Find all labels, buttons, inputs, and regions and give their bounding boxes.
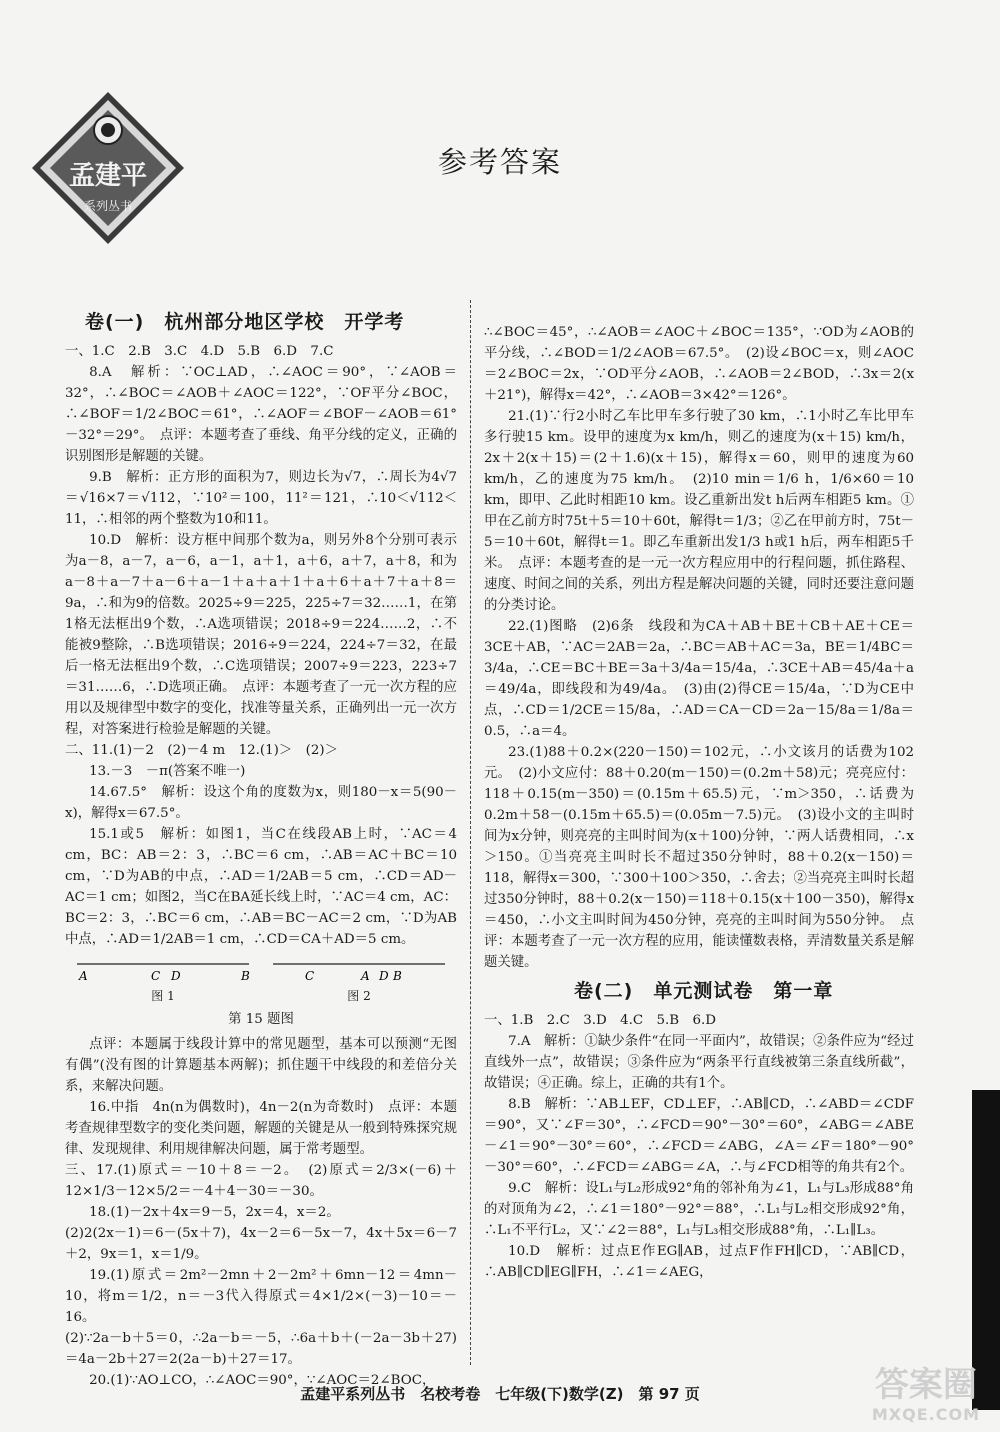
- figure-1-label: 图 1: [151, 989, 175, 1003]
- point-label: A: [361, 969, 370, 983]
- answer-para: 20.(1)∵AO⊥CO，∴∠AOC＝90°，∵∠AOC＝2∠BOC，: [89, 1373, 436, 1388]
- point-label: C: [305, 969, 315, 983]
- answer-para: 19.(1)原式＝2m²－2mn＋2－2m²＋6mn－12＝4mn－10，将m＝1/2，n＝－3代入得原式＝4×1/2×(－3)－10＝－16。: [65, 1268, 457, 1325]
- answer-para: 点评：本题属于线段计算中的常见题型，基本可以预测“无图有偶”(没有图的计算题基本两解)；抓住题干中线段的和差倍分关系，来解决问题。: [65, 1037, 457, 1094]
- page-edge-tab: [972, 1090, 1000, 1410]
- answer-para: 15.1或5 解析：如图1，当C在线段AB上时，∵AC＝4 cm，BC：AB＝2：3，∴BC＝6 cm，∴AB＝AC＋BC＝10 cm，∵D为AB的中点，∴AD＝1/2AB＝5 cm，∴CD＝AD－AC＝1 cm；如图2，当C在BA延长线上时，∵AC＝4 cm，AC：BC＝2：3，∴BC＝6 cm，∴AB＝BC－AC＝2 cm，∵D为AB中点，∴AD＝1/2AB＝1 cm，∴CD＝CA＋AD＝5 cm。: [65, 827, 457, 947]
- answer-para: 14.67.5° 解析：设这个角的度数为x，则180－x＝5(90－x)，解得x＝67.5°。: [65, 785, 457, 821]
- answer-para: 13.－3 －π(答案不唯一): [89, 764, 246, 779]
- logo-text: 孟建平: [68, 161, 148, 191]
- answer-para: 一、1.C 2.B 3.C 4.D 5.B 6.D 7.C: [65, 344, 334, 359]
- answer-para: 二、11.(1)－2 (2)－4 m 12.(1)＞ (2)＞: [65, 743, 338, 758]
- figure-2-label: 图 2: [347, 989, 371, 1003]
- answer-para: 三、17.(1)原式＝－10＋8＝－2。 (2)原式＝2/3×(－6)＋12×1/3－12×5/2＝－4＋4－30＝－30。: [65, 1163, 457, 1199]
- answer-para: 21.(1)∵行2小时乙车比甲车多行驶了30 km，∴1小时乙车比甲车多行驶15 km。设甲的速度为x km/h，则乙的速度为(x＋15) km/h，2x＋2(x＋15)＝(2＋1.6)(x＋15)，解得x＝60，则甲的速度为60 km/h，乙的速度为75 km/h。 (2)10 min＝1/6 h，1/6×60＝10 km，即甲、乙此时相距10 km。设乙重新出发t h后两车相距5 km。①甲在乙前方时75t＋5＝10＋60t，解得t＝1/3；②乙在甲前方时，75t－5＝10＋60t，解得t＝1。即乙车重新出发1/3 h或1 h后，两车相距5千米。 点评：本题考查的是一元一次方程应用中的行程问题，抓住路程、速度、时间之间的关系，列出方程是解决问题的关键，同时还要注意问题的分类讨论。: [484, 409, 914, 613]
- section2-heading: 卷(二) 单元测试卷 第一章: [574, 980, 834, 1002]
- point-label: D: [379, 969, 389, 983]
- q15-figures: [73, 956, 449, 1007]
- answer-para: 10.D 解析：设方框中间那个数为a，则另外8个分别可表示为a－8，a－7，a－6，a－1，a＋1，a＋6，a＋7，a＋8，和为a－8＋a－7＋a－6＋a－1＋a＋a＋1＋a＋6＋a＋7＋a＋8＝9a，∴和为9的倍数。2025÷9＝225，225÷7＝32……1，在第1格无法框出9个数，∴A选项错误；2018÷9＝224……2，∴不能被9整除，∴B选项错误；2016÷9＝224，224÷7＝32，在最后一格无法框出9个数，∴C选项错误；2007÷9＝223，223÷7＝31……6，∴D选项正确。 点评：本题考查了一元一次方程的应用以及规律型中数字的变化，找准等量关系，正确列出一元一次方程，对答案进行检验是解题的关键。: [65, 533, 457, 737]
- point-label: B: [393, 969, 402, 983]
- figure-2: [269, 956, 449, 1007]
- point-label: C: [151, 969, 161, 983]
- answer-para: 22.(1)图略 (2)6条 线段和为CA＋AB＋BE＋CB＋AE＋CE＝3CE＋AB，∵AC＝2AB＝2a，∴BC＝AB＋AC＝3a，BE＝1/4BC＝3/4a，∴CE＝BC＋BE＝3a＋3/4a＝15/4a，∴3CE＋AB＝45/4a＋a＝49/4a，即线段和为49/4a。 (3)由(2)得CE＝15/4a，∵D为CE中点，∴CD＝1/2CE＝15/8a，∴AD＝CA－CD＝2a－15/8a＝1/8a＝0.5，∴a＝4。: [484, 619, 914, 739]
- logo-subtitle: 系列丛书: [83, 199, 133, 213]
- line-segment-diagram-1: [73, 956, 253, 986]
- point-label: D: [171, 969, 181, 983]
- answer-para: ∴∠BOC＝45°，∴∠AOB＝∠AOC＋∠BOC＝135°，∵OD为∠AOB的平分线，∴∠BOD＝1/2∠AOB＝67.5°。 (2)设∠BOC＝x，则∠AOC＝2∠BOC＝2x，∵OD平分∠AOB，∴∠AOB＝2∠BOD，∴3x＝2(x＋21°)，解得x＝42°，∴∠AOB＝3×42°＝126°。: [484, 325, 914, 403]
- answer-para: 18.(1)－2x＋4x＝9－5，2x＝4，x＝2。: [89, 1205, 340, 1220]
- answer-para: 23.(1)88＋0.2×(220－150)＝102元，∴小文该月的话费为102元。 (2)小文应付：88＋0.20(m－150)＝(0.2m＋58)元；亮亮应付：118＋0.15(m－350)＝(0.15m＋65.5)元，∵m＞350，∴话费为0.2m＋58－(0.15m＋65.5)＝(0.05m－7.5)元。 (3)设小文的主叫时间为x分钟，则亮亮的主叫时间为(x＋100)分钟，∵两人话费相同，∴x＞150。①当亮亮主叫时长不超过350分钟时，88＋0.2(x－150)＝118，解得x＝300，∵300＋100＞350，∴舍去；②当亮亮主叫时长超过350分钟时，88＋0.2(x－150)＝118＋0.15(x＋100－350)，解得x＝450，∴小文主叫时间为450分钟，亮亮的主叫时间为550分钟。 点评：本题考查了一元一次方程的应用，能读懂数表格，弄清数量关系是解题关键。: [484, 745, 914, 970]
- figure-caption: 第 15 题图: [228, 1012, 294, 1027]
- left-column: [65, 312, 457, 1391]
- page-footer: 孟建平系列丛书 名校考卷 七年级(下)数学(Z) 第 97 页: [300, 1385, 700, 1403]
- answer-para: 7.A 解析：①缺少条件“在同一平面内”，故错误；②条件应为“经过直线外一点”，故错误；③条件应为“两条平行直线被第三条直线所截”，故错误；④正确。综上，正确的共有1个。: [484, 1034, 914, 1091]
- answer-para: 16.中指 4n(n为偶数时)，4n－2(n为奇数时) 点评：本题考查规律型数字的变化类问题，解题的关键是从一般到特殊探究规律、发现规律、利用规律解决问题，属于常考题型。: [65, 1100, 457, 1157]
- watermark-main: 答案圈: [874, 1365, 977, 1405]
- answer-para: 8.A 解析：∵OC⊥AD，∴∠AOC＝90°，∵∠AOB＝32°，∴∠BOC＝∠AOB＋∠AOC＝122°，∵OF平分∠BOC，∴∠BOF＝1/2∠BOC＝61°，∴∠AOF＝∠BOF－∠AOB＝61°－32°＝29°。 点评：本题考查了垂线、角平分线的定义，正确的识别图形是解题的关键。: [65, 365, 457, 464]
- figure-1: [73, 956, 253, 1007]
- point-label: A: [79, 969, 88, 983]
- answer-para: (2)2(2x－1)＝6－(5x＋7)，4x－2＝6－5x－7，4x＋5x＝6－7＋2，9x＝1，x＝1/9。: [65, 1226, 457, 1262]
- answer-para: (2)∵2a－b＋5＝0，∴2a－b＝－5，∴6a＋b＋(－2a－3b＋27)＝4a－2b＋27＝2(2a－b)＋27＝17。: [65, 1331, 457, 1367]
- answer-para: 10.D 解析：过点E作EG∥AB，过点F作FH∥CD，∵AB∥CD，∴AB∥CD∥EG∥FH，∴∠1＝∠AEG，: [484, 1244, 914, 1280]
- watermark: [871, 1365, 980, 1430]
- page-title: 参考答案: [437, 145, 562, 179]
- answer-para: 9.B 解析：正方形的面积为7，则边长为√7，∴周长为4√7＝√16×7＝√112，∵10²＝100，11²＝121，∴10＜√112＜11，∴相邻的两个整数为10和11。: [65, 470, 457, 527]
- answer-para: 一、1.B 2.C 3.D 4.C 5.B 6.D: [484, 1013, 717, 1028]
- right-column: [484, 322, 914, 1283]
- point-label: B: [241, 969, 250, 983]
- answer-para: 8.B 解析：∵AB⊥EF，CD⊥EF，∴AB∥CD，∴∠ABD＝∠CDF＝90°，又∵∠F＝30°，∴∠FCD＝90°－30°＝60°，∠ABG＝∠ABE－∠1＝90°－30°＝60°，∴∠FCD＝∠ABG，∠A＝∠F＝180°－90°－30°＝60°，∴∠FCD＝∠ABG＝∠A，∴与∠FCD相等的角共有2个。: [484, 1097, 914, 1175]
- section1-heading: 卷(一) 杭州部分地区学校 开学考: [85, 311, 405, 333]
- column-divider: [470, 300, 471, 1365]
- line-segment-diagram-2: [269, 956, 449, 986]
- watermark-site: MXQE.COM: [871, 1405, 980, 1424]
- answer-para: 9.C 解析：设L₁与L₂形成92°角的邻补角为∠1，L₁与L₃形成88°角的对顶角为∠2，∴∠1＝180°－92°＝88°，∴L₁与L₂相交形成92°角，∴L₁不平行L₂，又∵∠2＝88°，L₁与L₃相交形成88°角，∴L₁∥L₃。: [484, 1181, 914, 1238]
